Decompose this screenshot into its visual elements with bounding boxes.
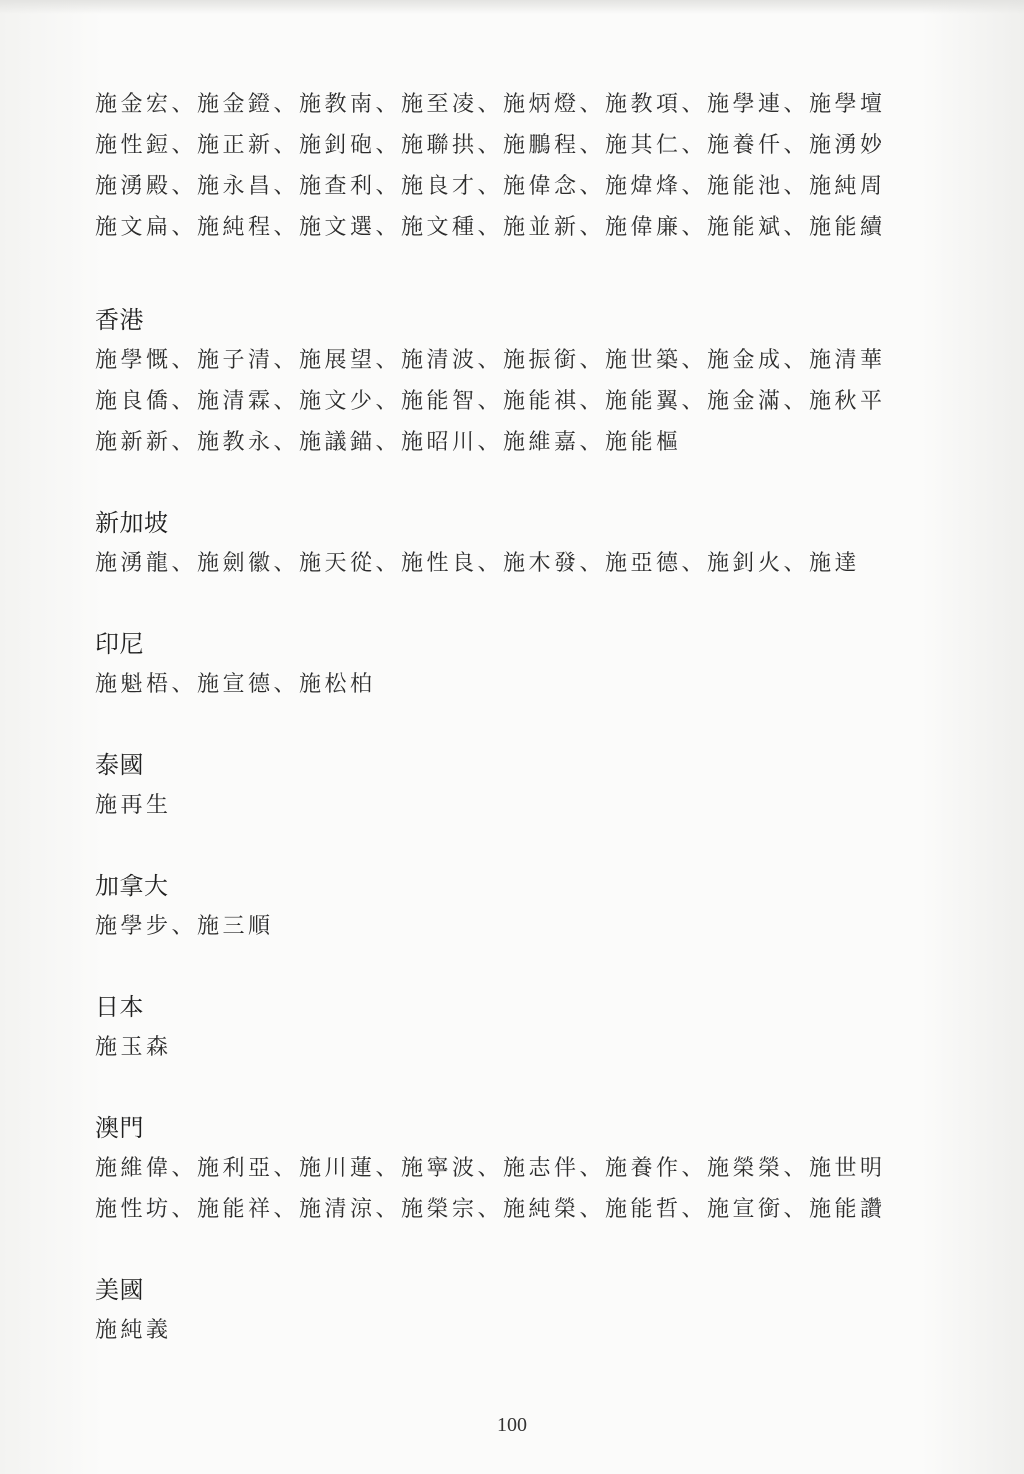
section-heading-macau: 澳門 [95,1114,144,1142]
name-line: 施魁梧、施宣德、施松柏 [95,672,376,697]
name-list [95,84,955,1351]
name-line: 施新新、施教永、施議錨、施昭川、施維嘉、施能樞 [95,430,682,455]
section-heading-hong-kong: 香港 [95,306,144,334]
page-number: 100 [497,1414,527,1436]
section-heading-japan: 日本 [95,993,144,1021]
name-line: 施學慨、施子清、施展望、施清波、施振銜、施世築、施金成、施清華 [95,348,886,373]
section-heading-indonesia: 印尼 [95,630,144,658]
name-line: 施玉森 [95,1035,172,1060]
name-line: 施良僑、施清霖、施文少、施能智、施能祺、施能翼、施金滿、施秋平 [95,389,886,414]
name-line: 施金宏、施金鐙、施教南、施至凌、施炳燈、施教項、施學連、施學壇 [95,92,886,117]
section-heading-canada: 加拿大 [95,872,169,900]
section-heading-singapore: 新加坡 [95,509,169,537]
name-line: 施湧龍、施劍徽、施天從、施性良、施木發、施亞德、施釗火、施達 [95,551,861,576]
section-heading-thailand: 泰國 [95,751,144,779]
name-line: 施性坊、施能祥、施清涼、施榮宗、施純榮、施能哲、施宣銜、施能讚 [95,1197,886,1222]
name-line: 施性鋀、施正新、施釗砲、施聯拱、施鵬程、施其仁、施養仟、施湧妙 [95,133,886,158]
name-line: 施湧殿、施永昌、施查利、施良才、施偉念、施煒烽、施能池、施純周 [95,174,886,199]
name-line: 施學步、施三順 [95,914,274,939]
name-line: 施文扁、施純程、施文選、施文種、施並新、施偉廉、施能斌、施能續 [95,215,886,240]
name-line: 施純義 [95,1318,172,1343]
page-edge-shadow [0,0,1024,14]
name-line: 施維偉、施利亞、施川蓮、施寧波、施志伴、施養作、施榮榮、施世明 [95,1156,886,1181]
section-heading-usa: 美國 [95,1276,144,1304]
name-line: 施再生 [95,793,172,818]
